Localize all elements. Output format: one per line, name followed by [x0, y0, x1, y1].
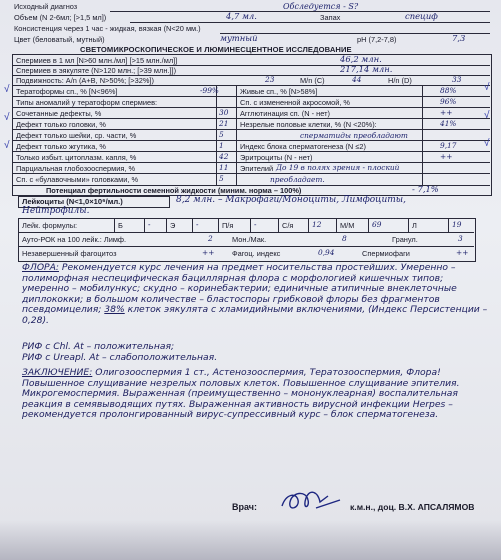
divider: [12, 118, 490, 119]
motility-h-value: 33: [452, 75, 462, 84]
motility-h-label: H/n (D): [388, 76, 412, 85]
phagocytosis-value: ++: [202, 248, 215, 257]
cell-divider: [114, 218, 115, 232]
tick-mark: √: [4, 84, 10, 95]
cell-divider: [368, 218, 369, 232]
column-divider: [216, 86, 217, 186]
conclusion-paragraph: [22, 368, 488, 421]
formula-cell: 19: [452, 220, 462, 229]
divider: [12, 107, 490, 108]
left-row-value: 42: [219, 152, 229, 161]
right-row-value: ++: [440, 152, 453, 161]
divider: [18, 246, 474, 247]
left-row-value: 1: [219, 141, 224, 150]
left-row-label: Дефект только шейки, ср. части, %: [16, 131, 137, 140]
formula-cell: С/я: [282, 221, 294, 230]
leuko-value: 8,2 млн. – Макрофаги/Моноциты, Лимфоциты,: [176, 195, 406, 205]
cell-divider: [144, 218, 145, 232]
leuko-label: Лейкоциты (N<1,0×10⁶/мл.): [22, 197, 123, 206]
phago-index-value: 0,94: [318, 248, 335, 257]
doctor-name: к.м.н., доц. В.Х. АПСАЛЯМОВ: [350, 502, 475, 512]
color-value: мутный: [220, 33, 258, 43]
left-row-label: Типы аномалий у тератоформ спермиев:: [16, 98, 158, 107]
auto-rok-mon-value: 8: [342, 234, 347, 243]
formula-cell: -: [196, 220, 199, 229]
fertility-label: Потенциал фертильности семенной жидкости (миним. норма – 100%): [46, 186, 302, 195]
page-shadow: [0, 520, 501, 560]
divider: [12, 173, 490, 174]
fertility-value: - 7,1%: [412, 184, 439, 194]
section-title: СВЕТОМИКРОСКОПИЧЕСКОЕ И ЛЮМИНЕСЦЕНТНОЕ ИССЛЕДОВАНИЕ: [80, 45, 352, 54]
rif-ureapl: РИФ с Ureapl. At – слабоположительная.: [22, 352, 218, 363]
formula-label: Лейк. формулы:: [22, 221, 78, 230]
auto-rok-mon-label: Мон./Мак.: [232, 235, 267, 244]
motility-m-label: M/n (C): [300, 76, 325, 85]
auto-rok-label: Ауто-РОК на 100 лейк.: Лимф.: [22, 235, 127, 244]
signature-image: [276, 486, 346, 516]
column-divider: [236, 86, 237, 186]
color-label: Цвет (беловатый, мутный): [14, 35, 105, 44]
right-row-label: преобладает.: [270, 175, 325, 184]
cell-divider: [250, 218, 251, 232]
conclusion-heading: ЗАКЛЮЧЕНИЕ:: [22, 367, 93, 378]
ph-value: 7,3: [452, 33, 466, 43]
divider: [220, 33, 490, 34]
right-row-label: сперматиды преобладают: [300, 131, 408, 140]
left-row-value: -99%: [200, 86, 219, 95]
left-row-value: 21: [219, 119, 229, 128]
left-row-value: 5: [219, 130, 224, 139]
spermiophages-value: ++: [456, 248, 469, 257]
cell-divider: [408, 218, 409, 232]
left-row-label: Дефект только жгутика, %: [16, 142, 106, 151]
divider: [12, 162, 490, 163]
auto-rok-gran-label: Гранул.: [392, 235, 418, 244]
right-row-value: ++: [440, 108, 453, 117]
tick-mark: √: [4, 112, 10, 123]
odor-value: специф: [405, 11, 438, 21]
row-diagnosis-label: Исходный диагноз: [14, 2, 78, 11]
cell-divider: [448, 218, 449, 232]
tick-mark: √: [484, 82, 490, 93]
right-row-label: Агглютинация сп. (N - нет): [240, 109, 330, 118]
column-divider: [422, 86, 423, 186]
divider: [12, 85, 490, 86]
consistency-label: Консистенция через 1 час - жидкая, вязкая (N<20 мм.): [14, 24, 201, 33]
flora-paragraph: [22, 263, 488, 327]
left-row-value: 11: [219, 163, 229, 172]
tick-mark: √: [4, 140, 10, 151]
formula-cell: М/М: [340, 221, 355, 230]
formula-cell: П/я: [222, 221, 234, 230]
doctor-label: Врач:: [232, 502, 258, 512]
flora-percent: 38%: [104, 304, 125, 316]
phago-index-label: Фагоц. индекс: [232, 249, 281, 258]
leuko-value-2: Нейтрофилы.: [22, 206, 90, 216]
right-row-label: Сп. с измененной акросомой, %: [240, 98, 351, 107]
tick-mark: √: [484, 110, 490, 121]
flora-text-1: Рекомендуется курс лечения на предмет носительства простейших. Умеренно – полиморфная неспецифическая бациллярная флора с морфологией кишечных типов; умеренно – мобилункус; скудно – коринебактерии; единичные атипичные внеклеточные диплококки; в большом количестве – бластоспоры грибковой флоры без фрагментов псевдомицелия;: [22, 262, 457, 316]
ph-label: pH (7,2-7,8): [357, 35, 397, 44]
volume-value: 4,7 мл.: [226, 11, 257, 21]
flora-heading: ФЛОРА:: [22, 262, 59, 273]
formula-cell: -: [254, 220, 257, 229]
left-row-value: 30: [219, 108, 229, 117]
cell-divider: [278, 218, 279, 232]
left-row-label: Парциальная глобозооспермия, %: [16, 164, 136, 173]
formula-cell: Э: [170, 221, 176, 230]
tick-mark: √: [484, 138, 490, 149]
right-row-label: Эпителий: [240, 164, 274, 173]
left-row-label: Дефект только головки, %: [16, 120, 106, 129]
sperm-total-value: 217,14 млн.: [340, 64, 393, 74]
cell-divider: [336, 218, 337, 232]
left-row-value: 5: [219, 174, 224, 183]
left-row-label: Только избыт. цитоплазм. капля, %: [16, 153, 137, 162]
conclusion-text: Олигозооспермия 1 ст., Астенозооспермия, Тератозооспермия, Флора! Повышенное слущивание незрелых половых клеток. Повышенное слущивание эпителия. Микрогемоспермия. Выраженная (преимущественно – мононуклеарная) воспалительная реакция в семявыводящих путях. Выраженная активность вирусной инфекции Herpes – рекомендуется пролонгированный вирус-супрессивный курс – блок сперматогенеза.: [22, 367, 460, 421]
divider: [130, 22, 490, 23]
divider: [12, 96, 490, 97]
left-row-label: Сп. с «булавочными» головками, %: [16, 175, 139, 184]
rif-chl: РИФ с Chl. At – положительная;: [22, 341, 175, 352]
formula-cell: 12: [312, 220, 322, 229]
formula-cell: -: [148, 220, 151, 229]
phagocytosis-label: Незавершенный фагоцитоз: [22, 249, 117, 258]
divider: [12, 129, 490, 130]
sperm-per-ml-label: Спермиев в 1 мл [N>60 млн./мл] [>15 млн./мл]]: [16, 56, 178, 65]
formula-cell: Л: [412, 221, 417, 230]
motility-m-value: 44: [352, 75, 362, 84]
right-row-value: 9,17: [440, 141, 457, 150]
flora-text-2: клеток эякулята с хламидийными включениями, (Индекс Персистенции – 0,28).: [22, 304, 488, 326]
right-row-value: До 19 в полях зрения - плоский: [276, 163, 400, 172]
volume-label: Объем (N 2-6мл; [>1,5 мл]): [14, 13, 107, 22]
motility-label: Подвижность: A/n (A+B, N>50%; [>32%]): [16, 76, 154, 85]
auto-rok-gran-value: 3: [458, 234, 463, 243]
row-diagnosis-value: Обследуется - S?: [283, 2, 359, 11]
right-row-label: Эритроциты (N - нет): [240, 153, 313, 162]
odor-label: Запах: [320, 13, 341, 22]
divider: [18, 232, 474, 233]
right-row-label: Живые сп., % [N>58%]: [240, 87, 318, 96]
divider: [12, 151, 490, 152]
cell-divider: [192, 218, 193, 232]
auto-rok-lymph-value: 2: [208, 234, 213, 243]
sperm-per-ml-value: 46,2 млн.: [340, 54, 382, 64]
right-row-value: 41%: [440, 119, 457, 128]
left-row-label: Тератоформы сп., % [N<96%]: [16, 87, 118, 96]
cell-divider: [308, 218, 309, 232]
motility-a-value: 23: [265, 75, 275, 84]
right-row-value: 88%: [440, 86, 457, 95]
cell-divider: [218, 218, 219, 232]
spermiophages-label: Спермиофаги: [362, 249, 410, 258]
right-row-value: 96%: [440, 97, 457, 106]
right-row-label: Индекс блока сперматогенеза (N ≤2): [240, 142, 366, 151]
right-row-label: Незрелые половые клетки, % (N <20%):: [240, 120, 377, 129]
formula-cell: Б: [118, 221, 123, 230]
sperm-total-label: Спермиев в эякуляте (N>120 млн.; [>39 млн.]]): [16, 66, 177, 75]
divider: [12, 140, 490, 141]
left-row-label: Сочетанные дефекты, %: [16, 109, 102, 118]
cell-divider: [166, 218, 167, 232]
formula-cell: 69: [372, 220, 382, 229]
